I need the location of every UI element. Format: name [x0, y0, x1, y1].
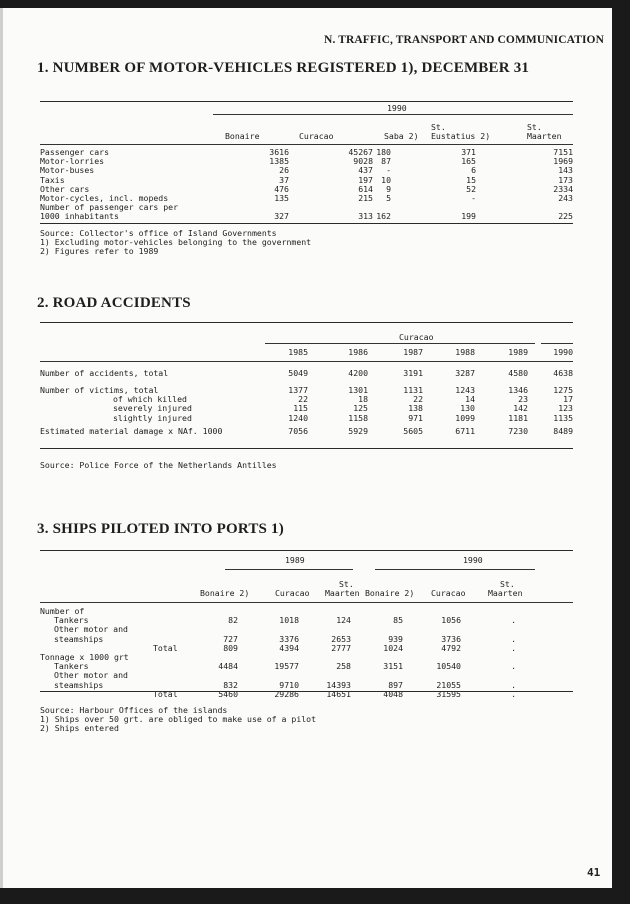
footnote: 1) Ships over 50 grt. are obliged to make use of a pilot — [40, 714, 317, 725]
col-1990-st-maarten-1: St. — [500, 579, 515, 589]
table3-year-1989: 1989 — [285, 555, 305, 565]
table1-notes — [40, 229, 311, 257]
table-row: Tankers 4484 19577 258 3151 10540 . — [54, 661, 516, 672]
table-row: Motor-lorries 1385 9028 87 165 1969 — [40, 156, 573, 167]
footnote: 2) Ships entered — [40, 723, 119, 734]
section-label-tonnage: Tonnage x 1000 grt — [40, 651, 129, 662]
table3-top-rule — [40, 550, 573, 551]
table-row: Number of passenger cars per — [40, 202, 179, 213]
table-row: steamships 727 3376 2653 939 3736 . — [54, 633, 516, 644]
source-note: Source: Harbour Offices of the islands — [40, 705, 228, 715]
table-row: Number of accidents, total 5049 4200 3191 3287 4580 4638 — [40, 368, 573, 378]
col-st-eustatius-1: St. — [431, 122, 446, 132]
table-row: Other motor and — [54, 670, 128, 681]
table-row: Number of victims, total 1377 1301 1131 1243 1346 1275 — [40, 385, 573, 395]
table-row-total: Total 5460 29286 14651 4048 31595 . — [153, 688, 516, 699]
table2-title: 2. ROAD ACCIDENTS — [37, 295, 191, 311]
table3-title: 3. SHIPS PILOTED INTO PORTS 1) — [37, 521, 284, 537]
col-1990-curacao: Curacao — [431, 588, 466, 598]
source-note: Source: Police Force of the Netherlands Antilles — [40, 460, 277, 470]
col-1989-curacao: Curacao — [275, 588, 310, 598]
table3-year-1990: 1990 — [463, 555, 483, 565]
table-row: Estimated material damage x NAf. 1000 7056 5929 5605 6711 7230 8489 — [40, 426, 573, 436]
table-row: Other motor and — [54, 624, 128, 635]
table2-1990-rule — [541, 343, 573, 344]
col-1990-st-maarten-2: Maarten — [488, 588, 523, 598]
table-row: Taxis 37 197 10 15 173 — [40, 174, 573, 185]
table2-top-rule — [40, 322, 573, 323]
table3-bottom-rule — [40, 691, 573, 692]
col-bonaire: Bonaire — [225, 131, 260, 141]
table-row-total: Total 809 4394 2777 1024 4792 . — [153, 642, 516, 653]
source-note: Source: Collector's office of Island Governments — [40, 228, 277, 238]
table2-group-label: Curacao — [399, 332, 434, 342]
table1-header-rule — [40, 144, 573, 145]
table-row: 1000 inhabitants 327 313 162 199 225 — [40, 211, 573, 222]
document-page — [0, 8, 612, 888]
table-row: Motor-buses 26 437 - 6 143 — [40, 165, 573, 176]
table1-body — [40, 148, 573, 222]
col-1989-st-maarten-1: St. — [339, 579, 354, 589]
table2-bottom-rule — [40, 448, 573, 449]
table-row: Passenger cars 3616 45267 180 371 7151 — [40, 147, 573, 157]
table3-notes — [40, 706, 316, 734]
table3-body — [40, 607, 573, 699]
col-st-eustatius-2: Eustatius 2) — [431, 131, 491, 141]
table-row: steamships 832 9710 14393 897 21055 . — [54, 679, 516, 690]
table1-year-rule — [213, 114, 573, 115]
table3-1990-rule — [375, 569, 535, 570]
section-label-number: Number of — [40, 606, 85, 616]
table-row: Motor-cycles, incl. mopeds 135 215 5 - 243 — [40, 192, 573, 203]
table-row: severely injured 115 125 138 130 142 123 — [113, 403, 573, 414]
table-row: Tankers 82 1018 124 85 1056 . — [54, 615, 516, 626]
chapter-header: N. TRAFFIC, TRANSPORT AND COMMUNICATION — [324, 34, 604, 46]
table3-header-rule — [40, 602, 573, 603]
table1-year: 1990 — [387, 103, 407, 113]
table2-year-header: 1985 1986 1987 1988 1989 1990 — [288, 347, 573, 357]
col-st-maarten-1: St. — [527, 122, 542, 132]
table3-1989-rule — [225, 569, 353, 570]
table-row: of which killed 22 18 22 14 23 17 — [113, 394, 573, 405]
col-1989-st-maarten-2: Maarten — [325, 588, 360, 598]
table1-top-rule — [40, 101, 573, 102]
col-saba: Saba 2) — [384, 131, 419, 141]
table2-header-rule — [40, 361, 573, 362]
table1-title: 1. NUMBER OF MOTOR-VEHICLES REGISTERED 1), DECEMBER 31 — [37, 60, 530, 76]
footnote: 2) Figures refer to 1989 — [40, 246, 159, 257]
table1-bottom-rule — [40, 223, 573, 224]
table2-victims — [40, 386, 573, 423]
col-1990-bonaire: Bonaire 2) — [365, 588, 415, 598]
table-row: slightly injured 1240 1158 971 1099 1181 1135 — [113, 412, 573, 423]
table-row: Other cars 476 614 9 52 2334 — [40, 183, 573, 194]
col-curacao: Curacao — [299, 131, 334, 141]
page-number: 41 — [587, 866, 601, 879]
table2-group-rule — [265, 343, 535, 344]
col-1989-bonaire: Bonaire 2) — [200, 588, 250, 598]
col-st-maarten-2: Maarten — [527, 131, 562, 141]
footnote: 1) Excluding motor-vehicles belonging to the government — [40, 237, 312, 248]
